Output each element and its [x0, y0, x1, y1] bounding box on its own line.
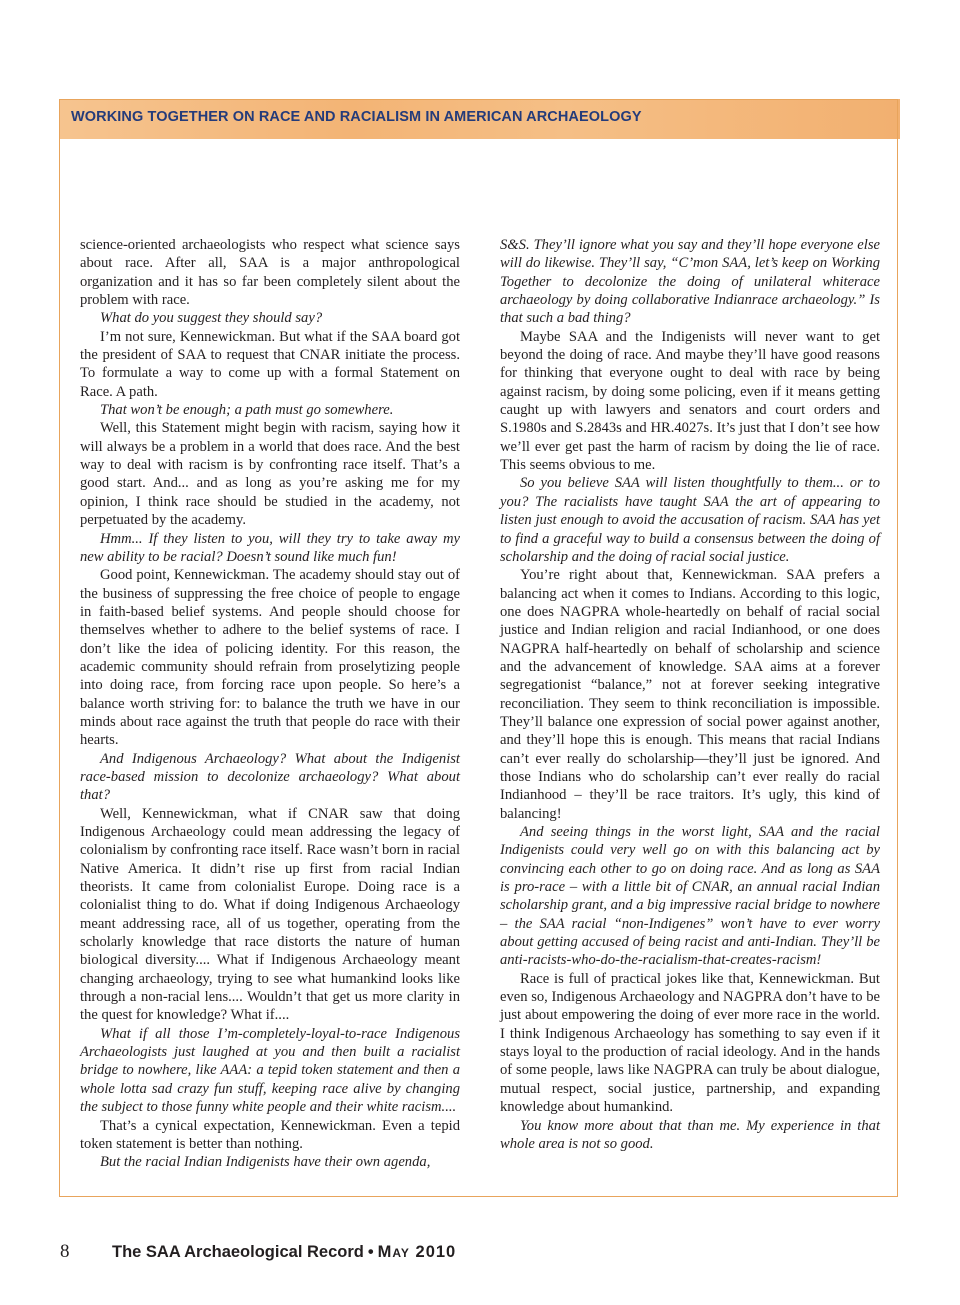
- left-column: [80, 236, 460, 1172]
- answer-paragraph: I’m not sure, Kennewickman. But what if the SAA board got the president of SAA to request that CNAR initiate the process. To formulate a way to come up with a formal Statement on Race. A path.: [80, 328, 460, 400]
- question-paragraph: But the racial Indian Indigenists have their own agenda,: [100, 1154, 431, 1171]
- question-paragraph: That won’t be enough; a path must go somewhere.: [100, 402, 394, 419]
- question-paragraph: Hmm... If they listen to you, will they try to take away my new ability to be racial? Doesn’t sound like much fun!: [80, 530, 460, 565]
- right-column: [500, 236, 880, 1153]
- question-paragraph: So you believe SAA will listen thoughtfully to them... or to you? The racialists have taught SAA the art of appearing to listen just enough to avoid the accusation of racism. SAA has yet to find a graceful way to build a consensus between the doing of scholarship and the doing of racial social justice.: [500, 475, 880, 565]
- answer-paragraph: You’re right about that, Kennewickman. SAA prefers a balancing act when it comes to Indians. According to this logic, one does NAGPRA whole-heartedly on behalf of racial social justice and Indian religion and racial Indianhood, or one does NAGPRA half-heartedly on behalf of scholarship and science and the advancement of knowledge. SAA aims at a forever segregationist “balance,” not at forever seeking integrative reconciliation. They seem to think reconciliation is impossible. They’ll balance one expression of social power against another, and they’ll hope this is enough. This means that racial Indians can’t ever really do scholarship—they’ll just be ignored. And those Indians who do scholarship can’t ever really do racial Indianhood – they’ll be race traitors. It’s ugly, this kind of balancing!: [500, 567, 880, 822]
- section-title: WORKING TOGETHER ON RACE AND RACIALISM IN AMERICAN ARCHAEOLOGY: [71, 109, 642, 125]
- question-paragraph: And Indigenous Archaeology? What about the Indigenist race-based mission to decolonize archaeology? What about that?: [80, 750, 460, 804]
- answer-paragraph: Maybe SAA and the Indigenists will never want to get beyond the doing of race. And maybe they’ll have good reasons for thinking that everyone ought to deal with race by being against racism, by doing some policing, even if it means getting caught up with lawyers and senators and court orders and S.1980s and S.2843s and HR.4027s. It’s just that I don’t see how we’ll ever get past the harm of racism by doing the lie of race. This seems obvious to me.: [500, 328, 880, 474]
- answer-paragraph: Well, this Statement might begin with racism, saying how it will always be a problem in a world that does race. And the best way to deal with racism is by confronting race itself. That’s a good start. And... and as long as you’re asking me for my opinion, I think race should be studied in the academy, not perpetuated by the academy.: [80, 420, 460, 529]
- answer-paragraph: Race is full of practical jokes like that, Kennewickman. But even so, Indigenous Archaeology and NAGPRA don’t have to be just about empowering the doing of ever more race in the world. I think Indigenous Archaeology has something to say even if it stays loyal to the production of racial ideology. And in the hands of some people, laws like NAGPRA can truly be about dialogue, mutual respect, social justice, partnership, and expanding knowledge about humankind.: [500, 970, 880, 1116]
- issue-date: May 2010: [377, 1243, 457, 1261]
- question-paragraph: S&S. They’ll ignore what you say and they’ll hope everyone else will do likewise. They’ll say, “C’mon SAA, let’s keep on Working Together to decolonize the doing of unilateral whiterace archaeology by doing collaborative Indianrace archaeology.” Is that such a bad thing?: [500, 237, 880, 327]
- answer-paragraph: science-oriented archaeologists who respect what science says about race. After all, SAA is a major anthropological organization and it has so far been completely silent about the problem with race.: [80, 237, 460, 309]
- publication-title: The SAA Archaeological Record: [112, 1243, 364, 1261]
- question-paragraph: And seeing things in the worst light, SAA and the racial Indigenists could very well go on with this balancing act by convincing each other to go on doing race. And as long as SAA is pro-race – with a little bit of CNAR, an annual racial Indian scholarship grant, and a big impressive racial bridge to nowhere – the SAA racial “non-Indigenes” won’t have to ever worry about getting accused of being racist and anti-Indian. They’ll be anti-racists-who-do-the-racialism-that-creates-racism!: [500, 824, 880, 969]
- question-paragraph: You know more about that than me. My experience in that whole area is not so good.: [500, 1117, 880, 1152]
- page-number: 8: [60, 1241, 70, 1262]
- separator-bullet: •: [367, 1243, 374, 1261]
- question-paragraph: What do you suggest they should say?: [100, 310, 323, 327]
- answer-paragraph: Well, Kennewickman, what if CNAR saw that doing Indigenous Archaeology could mean addressing the legacy of colonialism by confronting race itself. Race wasn’t born in racial Native America. It didn’t rise up first from racial Indian theorists. It came from colonialist Europe. Doing race is a colonialist thing to do. What if doing Indigenous Archaeology meant addressing race, all of us together, operating from the scholarly knowledge that race distorts the nature of human biological diversity.... What if Indigenous Archaeology meant changing archaeology, trying to see what humankind looks like through a non-racial lens.... Wouldn’t that get us more clarity in the quest for knowledge? What if....: [80, 805, 460, 1024]
- answer-paragraph: That’s a cynical expectation, Kennewickman. Even a tepid token statement is better than nothing.: [80, 1117, 460, 1152]
- answer-paragraph: Good point, Kennewickman. The academy should stay out of the business of suppressing the free choice of people to engage in faith-based belief systems. And people should choose for themselves whether to adhere to the belief systems of race. I don’t like the idea of policing identity. For this reason, the academic community should refrain from proselytizing people into doing race, from forcing race upon people. So here’s a balance worth striving for: to balance the truth we have in our minds about race against the truth that people do race with their hearts.: [80, 567, 460, 749]
- publication-line: [112, 1243, 456, 1262]
- question-paragraph: What if all those I’m-completely-loyal-to-race Indigenous Archaeologists just laughed at you and then built a racialist bridge to nowhere, like AAA: a tepid token statement and then a whole lotta sad crazy fun stuff, keeping race alive by changing the subject to those funny white people and their white racism....: [80, 1025, 460, 1116]
